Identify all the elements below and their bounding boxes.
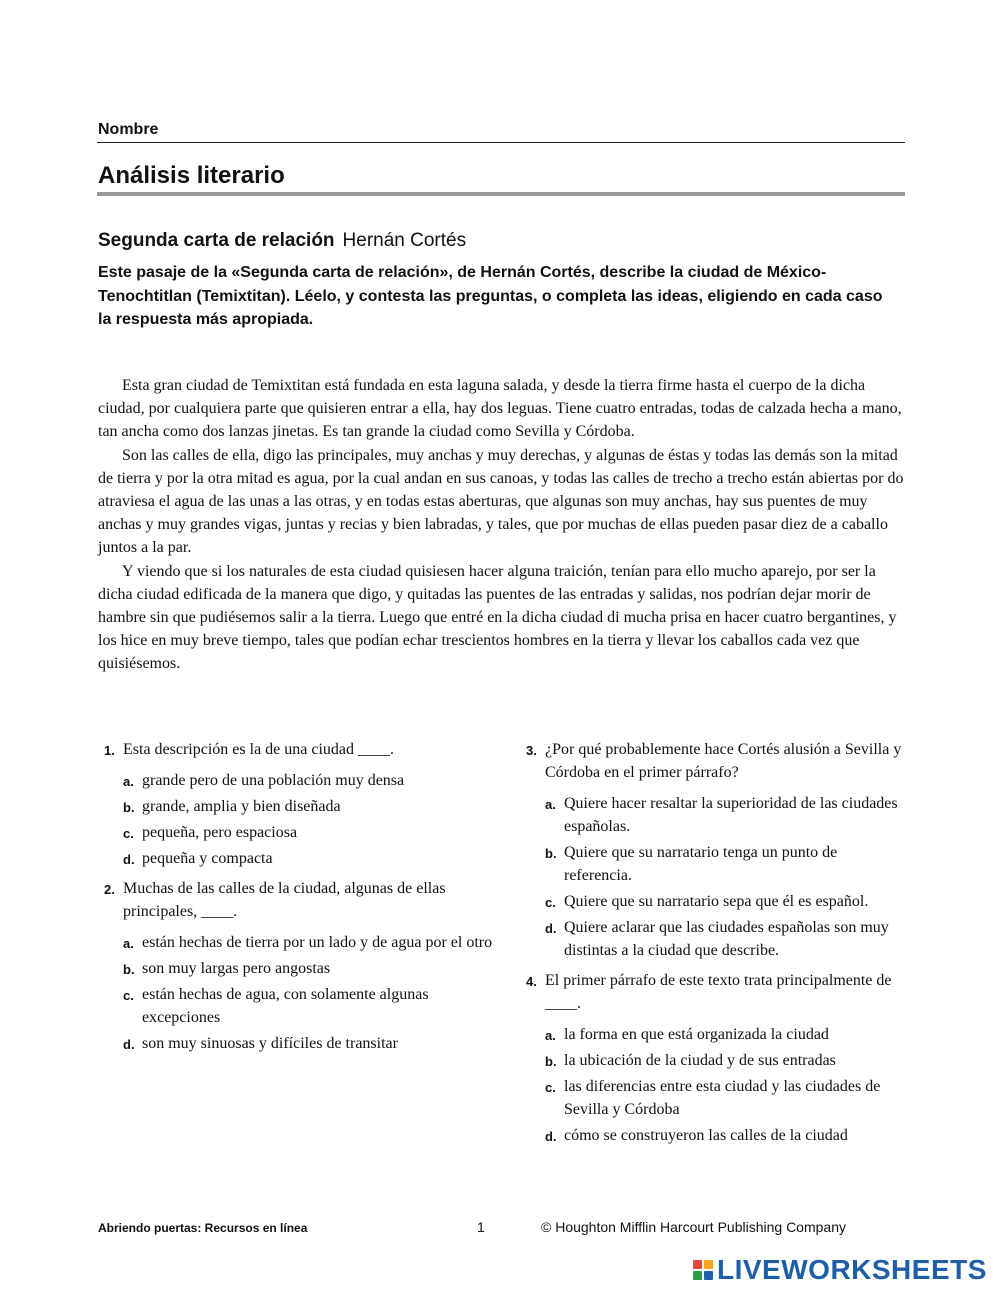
option-letter: a.: [545, 1028, 556, 1043]
option-letter: c.: [123, 826, 134, 841]
copyright-notice: © Houghton Mifflin Harcourt Publishing Company: [541, 1219, 846, 1235]
logo-block: [704, 1271, 713, 1280]
passage-paragraph: Y viendo que si los naturales de esta ciudad quisiesen hacer alguna traición, tenían para ello mucho aparejo, por ser la dicha ciudad edificada de la manera que digo, y quitadas las puentes de las entradas y salidas, nos podrían dejar morir de hambre sin que pudiésemos salir a la tierra. Luego que entré en la dicha ciudad di mucha prisa en hacer cuatro bergantines, y los hice en muy breve tiempo, tales que podían echar trescientos hombres en la tierra y llevar los caballos cada vez que quisiésemos.: [98, 562, 897, 673]
passage-paragraph: Esta gran ciudad de Temixtitan está fundada en esta laguna salada, y desde la tierra firme hasta el cuerpo de la dicha ciudad, por cualquiera parte que quisieren entrar a ella, hay dos leguas. Tiene cuatro entradas, todas de calzada hecha a mano, tan ancha como dos lanzas jinetas. Es tan grande la ciudad como Sevilla y Córdoba.: [98, 377, 902, 441]
answer-options: [545, 792, 905, 962]
logo-block: [693, 1271, 702, 1280]
answer-option-1c[interactable]: [123, 821, 498, 844]
option-text: cómo se construyeron las calles de la ciudad: [564, 1127, 848, 1144]
option-letter: d.: [123, 852, 135, 867]
option-text: son muy sinuosas y difíciles de transitar: [142, 1035, 398, 1052]
answer-option-4b[interactable]: [545, 1049, 905, 1072]
answer-options: [123, 769, 498, 870]
option-text: Quiere hacer resaltar la superioridad de las ciudades españolas.: [564, 795, 898, 835]
passage-paragraph: Son las calles de ella, digo las principales, muy anchas y muy derechas, y algunas de éstas y todas las demás son la mitad de tierra y por la otra mitad es agua, por la cual andan en sus canoas, y todas las calles de trecho a trecho están abiertas por do atraviesa el agua de las unas a las otras, y en todas estas aberturas, que algunas son muy anchas, hay sus puentes de muy anchas y muy grandes vigas, juntas y recias y bien labradas, y tales, que por muchas de ellas pueden pasar diez de a caballo juntos a la par.: [98, 446, 904, 557]
logo-block: [693, 1260, 702, 1269]
instructions: Este pasaje de la «Segunda carta de relación», de Hernán Cortés, describe la ciudad de México-Tenochtitlan (Temixtitan). Léelo, y contesta las preguntas, o completa las ideas, eligiendo en cada caso la respuesta más apropiada.: [98, 264, 883, 328]
option-text: Quiere que su narratario tenga un punto de referencia.: [564, 844, 838, 884]
option-letter: b.: [545, 846, 557, 861]
answer-option-4c[interactable]: [545, 1075, 905, 1121]
author-name: Hernán Cortés: [342, 230, 467, 251]
question-3: [520, 738, 905, 962]
answer-option-2d[interactable]: [123, 1032, 498, 1055]
option-text: las diferencias entre esta ciudad y las ciudades de Sevilla y Córdoba: [564, 1078, 881, 1118]
work-title: Segunda carta de relación: [98, 230, 335, 251]
option-letter: d.: [545, 1129, 557, 1144]
question-stem: ¿Por qué probablemente hace Cortés alusión a Sevilla y Córdoba en el primer párrafo?: [545, 741, 902, 781]
question-1: [98, 738, 498, 870]
question-number: 4.: [526, 974, 537, 989]
option-letter: b.: [123, 800, 135, 815]
answer-option-3d[interactable]: [545, 916, 905, 962]
footer-publication: Abriendo puertas: Recursos en línea: [98, 1221, 308, 1235]
answer-option-2a[interactable]: [123, 931, 498, 954]
answer-option-3a[interactable]: [545, 792, 905, 838]
option-text: están hechas de agua, con solamente algunas excepciones: [142, 986, 429, 1026]
question-number: 3.: [526, 743, 537, 758]
name-line: [97, 142, 905, 143]
name-label: Nombre: [98, 121, 159, 138]
answer-option-4a[interactable]: [545, 1023, 905, 1046]
option-text: Quiere aclarar que las ciudades españolas son muy distintas a la ciudad que describe.: [564, 919, 889, 959]
question-number: 1.: [104, 743, 115, 758]
question-stem: Esta descripción es la de una ciudad ____.: [123, 741, 395, 758]
answer-option-4d[interactable]: [545, 1124, 905, 1147]
question-number: 2.: [104, 882, 115, 897]
option-letter: b.: [123, 962, 135, 977]
question-stem: Muchas de las calles de la ciudad, algunas de ellas principales, ____.: [123, 880, 446, 920]
option-text: están hechas de tierra por un lado y de agua por el otro: [142, 934, 493, 951]
option-text: la ubicación de la ciudad y de sus entradas: [564, 1052, 836, 1069]
question-stem: El primer párrafo de este texto trata principalmente de ____.: [545, 972, 892, 1012]
reading-passage: [98, 374, 906, 676]
option-letter: c.: [123, 988, 134, 1003]
option-text: pequeña, pero espaciosa: [142, 824, 298, 841]
page-title: Análisis literario: [98, 162, 285, 189]
logo-blocks-icon: [693, 1260, 713, 1280]
liveworksheets-logo[interactable]: [693, 1255, 987, 1285]
option-letter: b.: [545, 1054, 557, 1069]
title-divider: [97, 192, 905, 196]
answer-option-1a[interactable]: [123, 769, 498, 792]
questions-column-right: [520, 738, 905, 1154]
option-text: grande pero de una población muy densa: [142, 772, 405, 789]
question-4: [520, 969, 905, 1147]
option-text: pequeña y compacta: [142, 850, 273, 867]
option-text: son muy largas pero angostas: [142, 960, 331, 977]
question-2: [98, 877, 498, 1055]
answer-option-2c[interactable]: [123, 983, 498, 1029]
option-letter: a.: [123, 774, 134, 789]
answer-option-3b[interactable]: [545, 841, 905, 887]
logo-text: LIVEWORKSHEETS: [717, 1254, 987, 1285]
logo-block: [704, 1260, 713, 1269]
questions-column-left: [98, 738, 498, 1062]
option-text: grande, amplia y bien diseñada: [142, 798, 341, 815]
answer-option-3c[interactable]: [545, 890, 905, 913]
answer-option-1b[interactable]: [123, 795, 498, 818]
answer-option-2b[interactable]: [123, 957, 498, 980]
option-letter: a.: [123, 936, 134, 951]
option-letter: a.: [545, 797, 556, 812]
answer-options: [123, 931, 498, 1055]
answer-option-1d[interactable]: [123, 847, 498, 870]
reading-subtitle: [98, 230, 466, 252]
page-number: 1: [477, 1219, 485, 1235]
option-letter: d.: [123, 1037, 135, 1052]
option-text: Quiere que su narratario sepa que él es español.: [564, 893, 869, 910]
option-letter: d.: [545, 921, 557, 936]
option-letter: c.: [545, 1080, 556, 1095]
option-text: la forma en que está organizada la ciudad: [564, 1026, 829, 1043]
answer-options: [545, 1023, 905, 1147]
option-letter: c.: [545, 895, 556, 910]
